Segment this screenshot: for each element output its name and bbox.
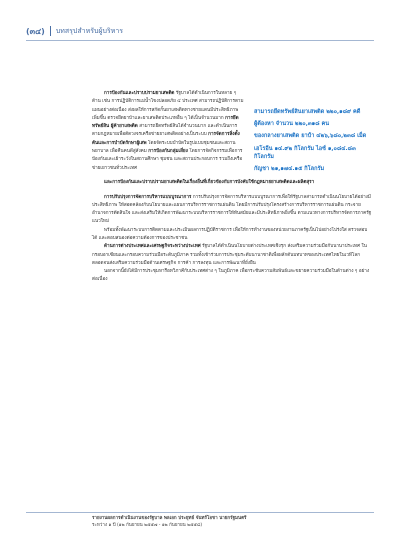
- closing-paragraph: [92, 179, 372, 187]
- header-divider: [50, 26, 51, 36]
- page-number: (๓๔): [26, 26, 45, 36]
- prevent-lead: การป้องกันกลุ่มเสี่ยง: [148, 149, 188, 155]
- statistics-callout: [254, 90, 372, 177]
- intro-lead: การป้องกันและปราบปรามยาเสพติด: [104, 91, 175, 96]
- header-rule: [26, 40, 374, 41]
- footer-rule: [26, 512, 374, 513]
- intro-text: [92, 90, 244, 177]
- para-3-text: รัฐบาลได้ดำเนินนโยบายต่างประเทศเชิงรุก ส่งเสริมความร่วมมือกับนานาประเทศ ในกรอบอาเซียนและกรอบความร่วมมือระดับภูมิภาค รวมทั้งเข้าร่วมการประชุมระดับนานาชาติเพื่อผลักดันบทบาทของประเทศไทยในเวทีโลก ตลอดจนส่งเสริมความร่วมมือด้านเศรษฐกิจ การค้า การลงทุน และการพัฒนาที่ยั่งยืน: [92, 244, 367, 266]
- para-1-lead: การปรับปรุงการจัดการบริหารแบบบูรณาการ: [104, 194, 192, 200]
- callout-item: ผู้ต้องหา จำนวน ๒๒๐,๓๑๘ คน: [254, 121, 330, 128]
- para-1-text: การปรับปรุงการจัดการบริหารแบบบูรณาการเพื่อให้รัฐบาลสามารถดำเนินนโยบายได้อย่างมีประสิทธิภาพ ให้สอดคล้องกับนโยบายและแผนการบริหารราชการแผ่นดิน โดยมีการปรับปรุงโครงสร้างการบริหารราชการแผ่นดิน กระจายอำนาจการตัดสินใจ และส่งเสริมให้เกิดการพัฒนาระบบบริหารราชการให้ทันสมัยและมีประสิทธิภาพยิ่งขึ้น ตามแนวทางการบริหารจัดการภาครัฐแนวใหม่: [92, 194, 372, 225]
- callout-item: สามารถยึดทรัพย์สินยาเสพติด ๒๒๐,๑๘๙ คดี: [254, 109, 361, 115]
- closing-bold: และการป้องกันและปราบปรามยาเสพติดในเรื่องอื่นที่เกี่ยวข้องกับการบังคับใช้กฎหมายยาเสพติดและผลิตสุรา: [104, 180, 315, 186]
- footer-subtitle: ระหว่าง ๑ ปี (๑๒ กันยายน ๒๕๕๗ - ๑๒ กันยายน ๒๕๕๘): [92, 522, 203, 528]
- rehab-text: โดยจัดระบบบำบัดในรูปแบบชุมชนและสถานพยาบาล เพื่อคืนคนดีสู่สังคม: [92, 140, 236, 155]
- para-3-lead: ด้านการต่างประเทศและเศรษฐกิจระหว่างประเทศ: [104, 244, 201, 250]
- prevent-text: โดยการจัดกิจกรรมเพื่อการป้องกันและเฝ้าระวังในสถานศึกษา ชุมชน และสถานประกอบการ รวมถึงเครือข่ายเยาวชนทั่วประเทศ: [92, 149, 243, 171]
- header-title: บทสรุปสำหรับผู้บริหาร: [55, 26, 124, 35]
- callout-item: เฮโรอีน ๑๔.๙๒ กิโลกรัม ไอซ์ ๑,๐๘๔.๘๓ กิโลกรัม: [254, 145, 356, 160]
- body-paragraph-3: [92, 243, 372, 268]
- page-header: [26, 24, 123, 38]
- callout-item: ของกลางยาเสพติด ยาบ้า ๔๒๖,๖๘๐,๒๓๘ เม็ด: [254, 133, 367, 140]
- document-body: [92, 90, 372, 285]
- intro-section: [92, 90, 372, 177]
- callout-item: กัญชา ๒๑,๑๗๔.๑๕ กิโลกรัม: [254, 166, 325, 173]
- body-paragraph-1: [92, 194, 372, 227]
- rehab-lead: การจัดการสิ่งตั้งต้นและการบำบัดรักษาผู้เสพ: [92, 132, 240, 146]
- seizure-text: สามารถยึดทรัพย์สินได้จำนวนมาก และดำเนินการตามกฎหมายเพื่อตัดวงจรเครือข่ายยาเสพติดอย่างเป็นระบบ: [92, 124, 238, 138]
- seizure-lead: การยึดทรัพย์สิน ผู้ค้ายาเสพติด: [92, 115, 239, 130]
- footer-title: รายงานผลการดำเนินงานของรัฐบาล พลเอก ประยุทธ์ จันทร์โอชา นายกรัฐมนตรี: [92, 516, 247, 521]
- intro-text-body: รัฐบาลได้ดำเนินการในหลาย ๆ ด้าน เช่น การปฏิบัติการแม่น้ำโขงปลอดภัย ๔ ประเทศ สามารถปฏิบัติการตามแผนอย่างต่อเนื่อง ส่งผลให้การสกัดกั้นยาเสพติดทางชายแดนมีประสิทธิภาพเพิ่มขึ้น ตรวจยึดยาบ้าและยาเสพติดประเภทอื่น ๆ ได้เป็นจำนวนมาก: [92, 91, 244, 121]
- page-footer: [92, 516, 372, 529]
- body-paragraph-2: พร้อมทั้งพัฒนาระบบการติดตามและประเมินผลการปฏิบัติราชการ เพื่อให้การทำงานของหน่วยงานภาครัฐเป็นไปอย่างโปร่งใส ตรวจสอบได้ และตอบสนองต่อความต้องการของประชาชน: [92, 227, 368, 241]
- intro-paragraph: [92, 90, 244, 173]
- body-paragraph-4: นอกจากนี้ยังได้มีการประชุมหารือทวิภาคีกับประเทศต่าง ๆ ในภูมิภาค เพื่อกระชับความสัมพันธ์และขยายความร่วมมือในด้านต่าง ๆ อย่างต่อเนื่อง: [92, 269, 370, 283]
